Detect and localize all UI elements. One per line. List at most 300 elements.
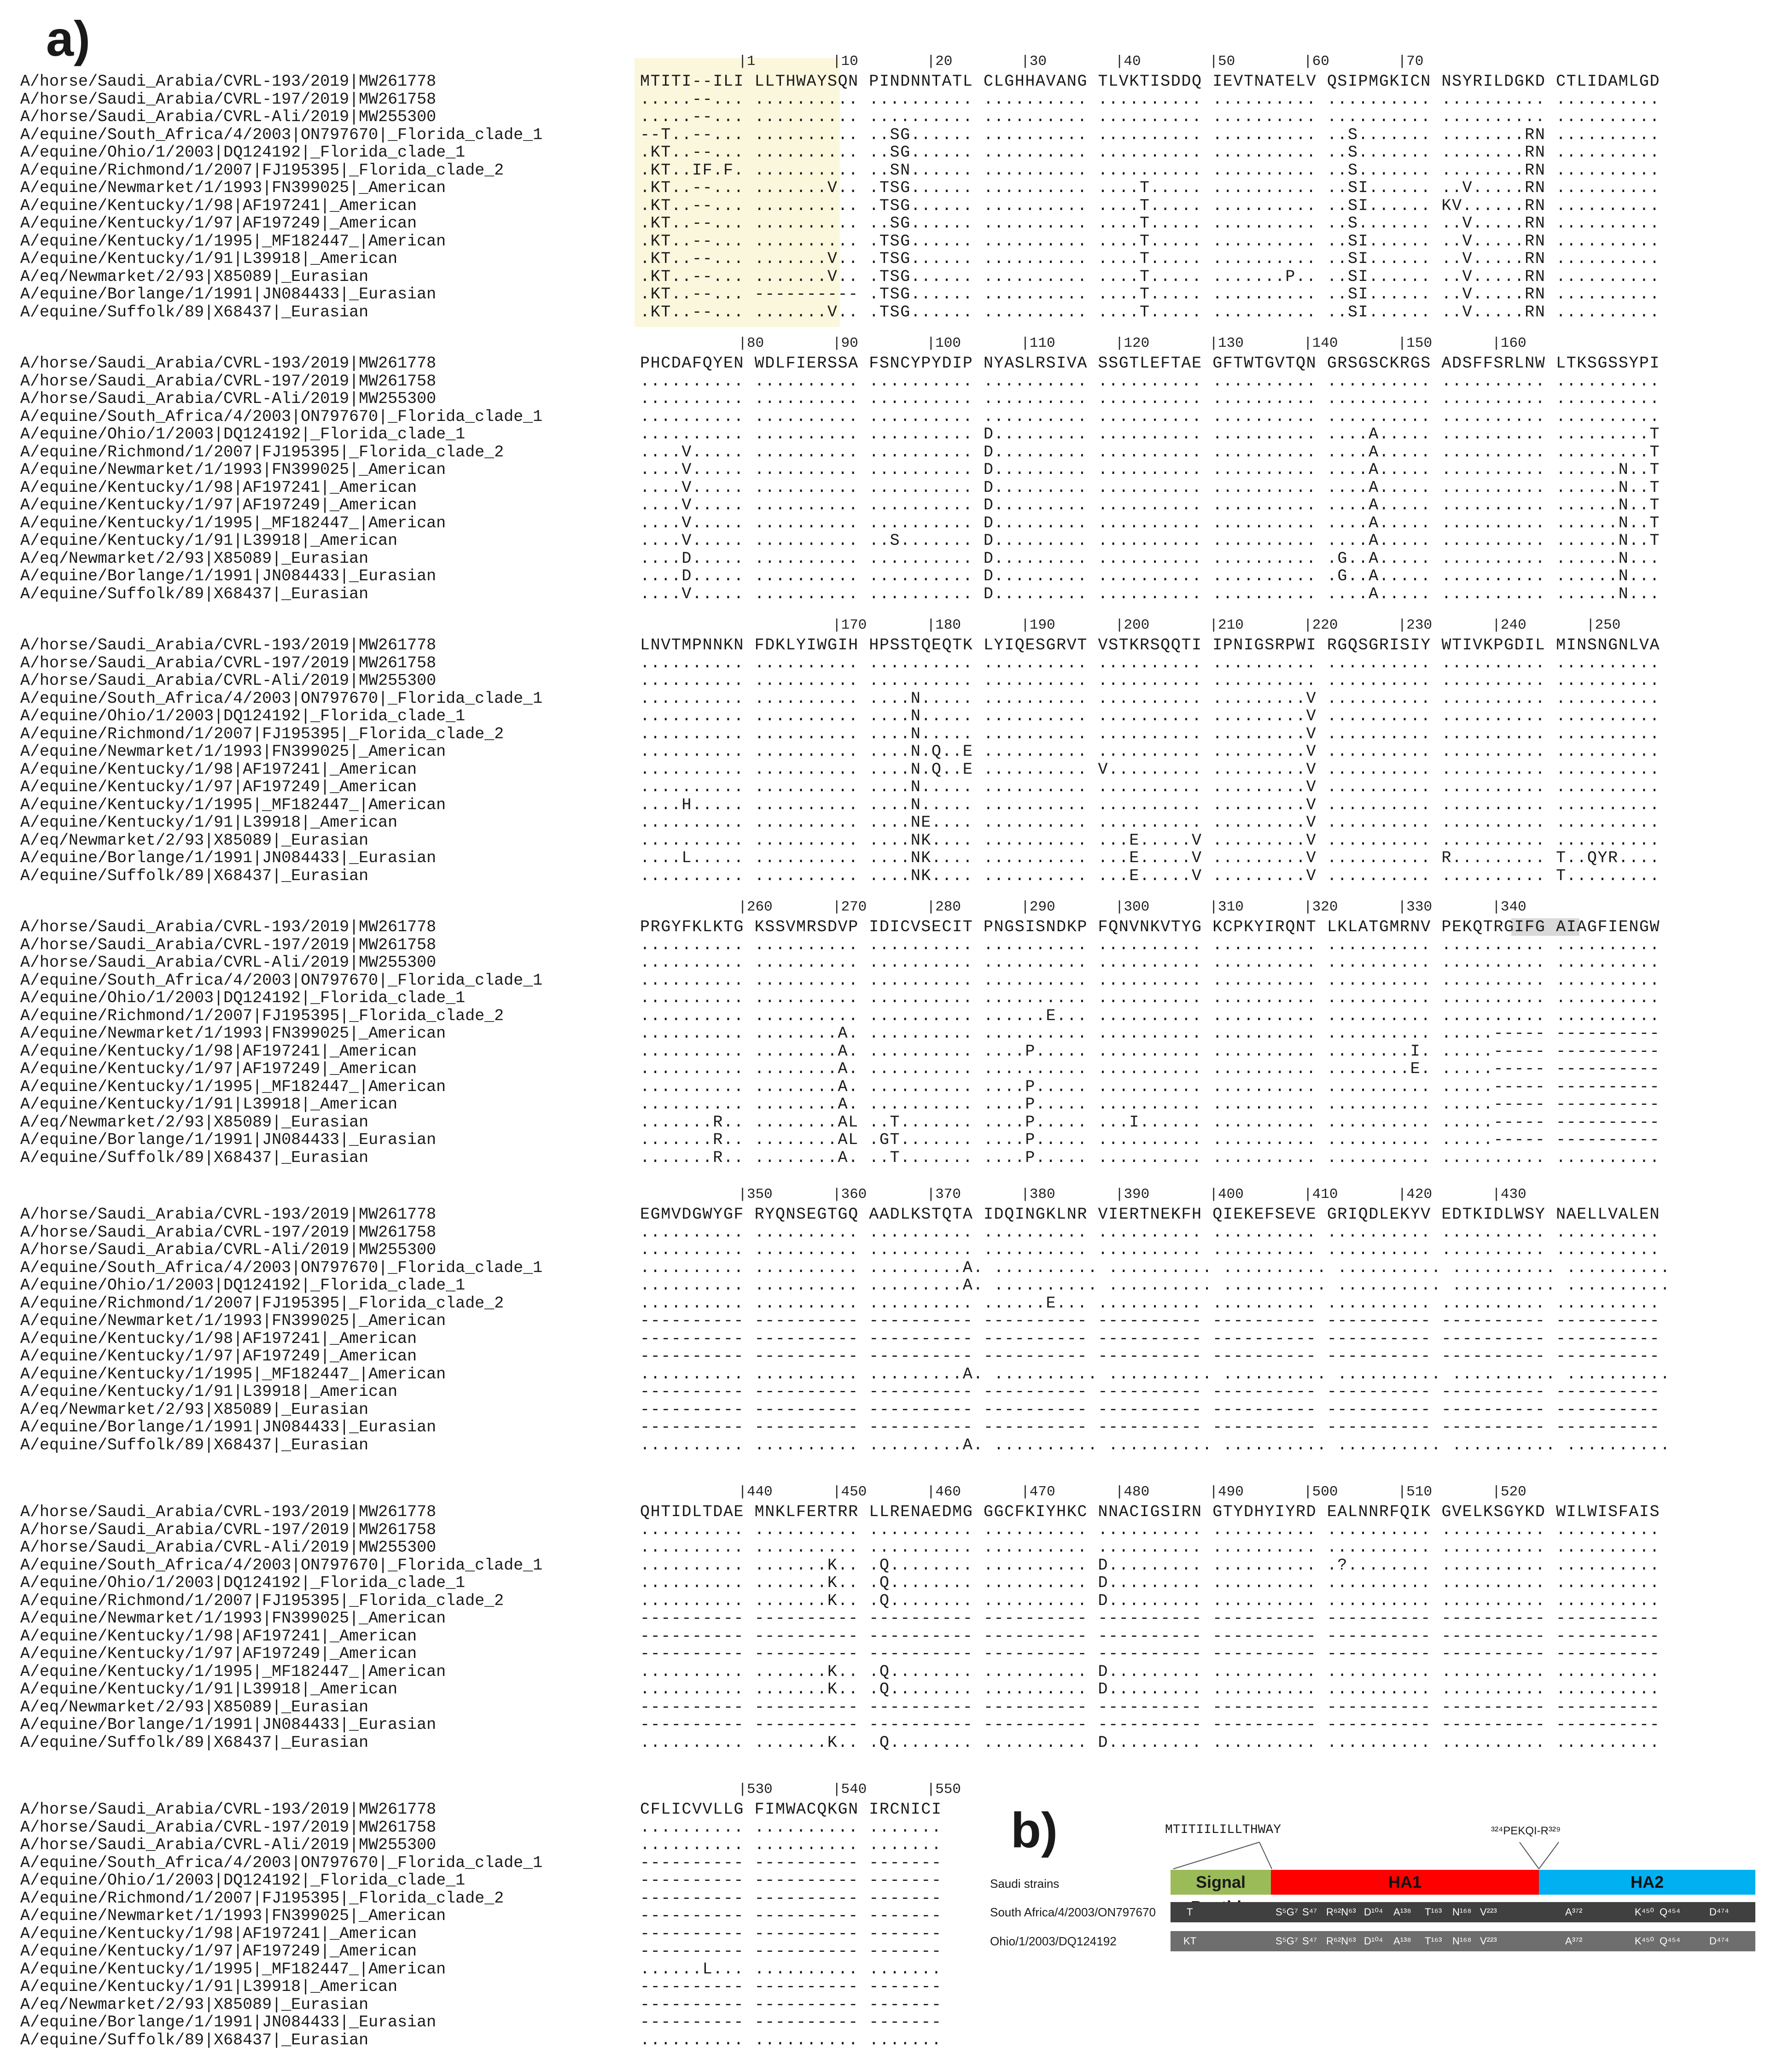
strain-name: A/equine/Borlange/1/1991|JN084433|_Eurasian bbox=[20, 1418, 437, 1436]
sequence-text: .......... .......... ....N.Q..E .......... V......... .........V .......... .......... .......... bbox=[640, 760, 1660, 779]
mutation-label: S⁴⁷ bbox=[1302, 1906, 1317, 1918]
strain-name: A/equine/Kentucky/1/91|L39918|_American bbox=[20, 250, 398, 268]
alignment-row bbox=[0, 514, 1765, 532]
sequence-text: ....D..... .......... .......... D......... .......... .......... .G..A..... .......... ......N... bbox=[640, 549, 1660, 568]
b-row-label-south-africa: South Africa/4/2003/ON797670 bbox=[990, 1905, 1156, 1919]
mutation-label: D¹⁰⁴ bbox=[1364, 1906, 1383, 1918]
sequence-text: .......... .......... .......... .......... .......... .......... .......... .......... .......... bbox=[640, 989, 1660, 1007]
strain-name: A/equine/Borlange/1/1991|JN084433|_Eurasian bbox=[20, 567, 437, 585]
strain-name: A/equine/Ohio/1/2003|DQ124192|_Florida_clade_1 bbox=[20, 425, 466, 444]
strain-name: A/equine/Suffolk/89|X68437|_Eurasian bbox=[20, 2031, 369, 2049]
strain-name: A/equine/Borlange/1/1991|JN084433|_Eurasian bbox=[20, 2013, 437, 2031]
sequence-text: LNVTMPNNKN FDKLYIWGIH HPSSTQEQTK LYIQESGRVT VSTKRSQQTI IPNIGSRPWI RGQSGRISIY WTIVKPGDIL MINSNGNLVA bbox=[640, 636, 1660, 654]
strain-name: A/equine/Kentucky/1/97|AF197249|_American bbox=[20, 496, 417, 514]
strain-name: A/equine/Kentucky/1/97|AF197249|_American bbox=[20, 778, 417, 796]
sequence-text: .KT..--... .......... .TSG...... .......... ....T..... .......... ..SI...... ..V.....RN .......... bbox=[640, 232, 1660, 251]
position-ruler: |440 |450 |460 |470 |480 |490 |500 |510 |520 bbox=[635, 1484, 1526, 1500]
sequence-text: .......... .......... .......... .......... .......... .......... .......... .......... .......... bbox=[640, 372, 1660, 391]
alignment-row bbox=[0, 550, 1765, 568]
mutation-label: T bbox=[1187, 1906, 1193, 1918]
sequence-text: .KT..--... .......V.. .TSG...... .......... ....T..... .......... ..SI...... ..V.....RN .......... bbox=[640, 250, 1660, 268]
alignment-row bbox=[0, 2031, 1765, 2049]
sequence-text: .......... .......... ....N..... .......... .......... .........V .......... .......... .......... bbox=[640, 689, 1660, 708]
strain-name: A/equine/Kentucky/1/1995|_MF182447_|American bbox=[20, 1077, 446, 1096]
strain-name: A/horse/Saudi_Arabia/CVRL-Ali/2019|MW255300 bbox=[20, 953, 437, 972]
sequence-text: .......... .......K.. .Q........ .......... D......... .......... .......... .......... .......... bbox=[640, 1680, 1660, 1698]
sequence-text: ---------- ---------- ---------- ---------- ---------- ---------- ---------- ---------- ---------- bbox=[640, 1716, 1660, 1734]
sequence-text: .......... .......... .......... .......... .......... .......... .......... .......... .......... bbox=[640, 953, 1660, 972]
strain-name: A/equine/Kentucky/1/97|AF197249|_American bbox=[20, 1942, 417, 1961]
alignment-row bbox=[0, 672, 1765, 690]
mutation-label: A³⁷² bbox=[1565, 1935, 1583, 1947]
sequence-text: ....L..... .......... ....NK.... .......... ...E.....V .........V .......... R......... T..QYR.... bbox=[640, 849, 1660, 867]
sequence-text: .......... ........A. .......... .......... .......... .......... .......... .....----- ---------- bbox=[640, 1024, 1660, 1043]
sequence-text: ....H..... .......... ....N..... .......... .......... .........V .......... .......... .......... bbox=[640, 795, 1660, 814]
strain-name: A/horse/Saudi_Arabia/CVRL-193/2019|MW261778 bbox=[20, 918, 437, 936]
alignment-row bbox=[0, 1149, 1765, 1167]
mutation-label: T¹⁶³ bbox=[1425, 1935, 1442, 1947]
strain-name: A/equine/Newmarket/1/1993|FN399025|_American bbox=[20, 742, 446, 761]
alignment-row bbox=[0, 1401, 1765, 1419]
strain-name: A/equine/Newmarket/1/1993|FN399025|_American bbox=[20, 179, 446, 197]
mutation-label: Q⁴⁵⁴ bbox=[1660, 1906, 1681, 1918]
strain-name: A/equine/Kentucky/1/98|AF197241|_American bbox=[20, 1627, 417, 1646]
alignment-row bbox=[0, 91, 1765, 109]
sequence-text: .......... .......... .........A. .......... .......... .......... .......... .......... .......... bbox=[640, 1365, 1671, 1383]
strain-name: A/equine/Suffolk/89|X68437|_Eurasian bbox=[20, 303, 369, 321]
alignment-row bbox=[0, 1698, 1765, 1716]
strain-name: A/equine/Kentucky/1/1995|_MF182447_|American bbox=[20, 1365, 446, 1383]
strain-name: A/equine/Richmond/1/2007|FJ195395|_Florida_clade_2 bbox=[20, 724, 504, 743]
strain-name: A/equine/South_Africa/4/2003|ON797670|_Florida_clade_1 bbox=[20, 689, 543, 708]
strain-name: A/equine/South_Africa/4/2003|ON797670|_Florida_clade_1 bbox=[20, 1853, 543, 1872]
strain-name: A/equine/Kentucky/1/97|AF197249|_American bbox=[20, 1645, 417, 1663]
alignment-row bbox=[0, 1131, 1765, 1149]
sequence-text: ....D..... .......... .......... D......... .......... .......... .G..A..... .......... ......N... bbox=[640, 567, 1660, 585]
strain-name: A/equine/Suffolk/89|X68437|_Eurasian bbox=[20, 1436, 369, 1454]
sequence-text: .......... .......... .......... D......... .......... .......... ....A..... .......... .........T bbox=[640, 425, 1660, 444]
sequence-text: .......... .......... ....N..... .......... .......... .........V .......... .......... .......... bbox=[640, 724, 1660, 743]
alignment-row bbox=[0, 1539, 1765, 1557]
strain-name: A/equine/Borlange/1/1991|JN084433|_Eurasian bbox=[20, 849, 437, 867]
sequence-text: .......... .......K.. .Q........ .......... D......... .......... .?........ .......... .......... bbox=[640, 1556, 1660, 1575]
alignment-row bbox=[0, 725, 1765, 743]
sequence-text: ....V..... .......... .......... D......... .......... .......... ....A..... .......... ......N... bbox=[640, 584, 1660, 603]
alignment-row bbox=[0, 1078, 1765, 1096]
strain-name: A/equine/Kentucky/1/98|AF197241|_American bbox=[20, 1329, 417, 1348]
sequence-text: .......... .......... .......... .......... .......... .......... .......... .......... .......... bbox=[640, 1520, 1660, 1539]
mutation-label: K⁴⁵⁰ bbox=[1635, 1935, 1654, 1947]
strain-name: A/eq/Newmarket/2/93|X85089|_Eurasian bbox=[20, 267, 369, 286]
alignment-row bbox=[0, 778, 1765, 796]
strain-name: A/equine/Richmond/1/2007|FJ195395|_Florida_clade_2 bbox=[20, 1889, 504, 1908]
alignment-row bbox=[0, 496, 1765, 514]
alignment-row bbox=[0, 197, 1765, 215]
alignment-row bbox=[0, 1592, 1765, 1610]
alignment-row bbox=[0, 1224, 1765, 1242]
alignment-row bbox=[0, 1330, 1765, 1348]
strain-name: A/equine/Kentucky/1/1995|_MF182447_|American bbox=[20, 1662, 446, 1681]
sequence-text: ---------- ---------- ---------- ---------- ---------- ---------- ---------- ---------- ---------- bbox=[640, 1312, 1660, 1330]
position-ruler: |530 |540 |550 bbox=[635, 1781, 961, 1798]
strain-name: A/equine/Suffolk/89|X68437|_Eurasian bbox=[20, 866, 369, 885]
sequence-text: .......... .......K.. .Q........ .......... D......... .......... .......... .......... .......... bbox=[640, 1733, 1660, 1752]
alignment-row bbox=[0, 390, 1765, 408]
strain-name: A/eq/Newmarket/2/93|X85089|_Eurasian bbox=[20, 1995, 369, 2014]
sequence-text: ---------- ---------- ------- bbox=[640, 2013, 942, 2031]
strain-name: A/eq/Newmarket/2/93|X85089|_Eurasian bbox=[20, 1113, 369, 1132]
sequence-text: .......... .......... .........A. .......... .......... .......... .......... .......... .......... bbox=[640, 1258, 1671, 1277]
sequence-text: .KT..--... .......V.. .TSG...... .......... ....T..... .......... ..SI...... ..V.....RN .......... bbox=[640, 179, 1660, 197]
strain-name: A/equine/Richmond/1/2007|FJ195395|_Florida_clade_2 bbox=[20, 161, 504, 180]
alignment-row bbox=[0, 461, 1765, 479]
sequence-text: .......... .......... ....N.Q..E .......... .......... .........V .......... .......... .......... bbox=[640, 742, 1660, 761]
sequence-text: ....V..... .......... .......... D......... .......... .......... ....A..... .......... .........T bbox=[640, 443, 1660, 461]
sequence-text: .......... .......K.. .Q........ .......... D......... .......... .......... .......... .......... bbox=[640, 1574, 1660, 1592]
alignment-row bbox=[0, 1978, 1765, 1996]
sequence-text: .KT..--... .......... ..SG...... .......... ....T..... .......... ..S....... ..V.....RN .......... bbox=[640, 214, 1660, 233]
alignment-row bbox=[0, 286, 1765, 304]
alignment-row bbox=[0, 373, 1765, 391]
strain-name: A/equine/Kentucky/1/91|L39918|_American bbox=[20, 1978, 398, 1996]
sequence-text: .......... .......... .......... .......... .......... .......... .......... .......... .......... bbox=[640, 971, 1660, 990]
sequence-text: ....V..... .......... .......... D......... .......... .......... ....A..... .......... ......N..T bbox=[640, 514, 1660, 532]
sequence-text: .....--... .......... .......... .......... .......... .......... .......... .......... .......... bbox=[640, 108, 1660, 126]
alignment-row bbox=[0, 654, 1765, 672]
mutation-label: N¹⁶⁸ bbox=[1452, 1906, 1472, 1918]
strain-name: A/equine/Kentucky/1/97|AF197249|_American bbox=[20, 1060, 417, 1078]
alignment-row bbox=[0, 690, 1765, 708]
strain-name: A/horse/Saudi_Arabia/CVRL-Ali/2019|MW255300 bbox=[20, 108, 437, 126]
sequence-text: .......R.. ........A. ..T....... ....P..... .......... .......... .......... .......... .......... bbox=[640, 1148, 1660, 1167]
strain-name: A/eq/Newmarket/2/93|X85089|_Eurasian bbox=[20, 1698, 369, 1716]
alignment-row bbox=[0, 1025, 1765, 1043]
strain-name: A/equine/Ohio/1/2003|DQ124192|_Florida_clade_1 bbox=[20, 707, 466, 725]
strain-name: A/equine/South_Africa/4/2003|ON797670|_Florida_clade_1 bbox=[20, 971, 543, 990]
strain-name: A/equine/Richmond/1/2007|FJ195395|_Florida_clade_2 bbox=[20, 443, 504, 461]
mutation-label: K⁴⁵⁰ bbox=[1635, 1906, 1654, 1918]
strain-name: A/equine/Kentucky/1/97|AF197249|_American bbox=[20, 1347, 417, 1366]
alignment-row bbox=[0, 1007, 1765, 1025]
sequence-text: .......... .......... ....... bbox=[640, 2031, 942, 2049]
sequence-text: --T..--... .......... ..SG...... .......... .......... .......... ..S....... ........RN .......... bbox=[640, 125, 1660, 144]
alignment-row bbox=[0, 1628, 1765, 1646]
alignment-row bbox=[0, 796, 1765, 814]
sequence-text: .......... .......... .......... .......... .......... .......... .......... .......... .......... bbox=[640, 390, 1660, 408]
alignment-row bbox=[0, 144, 1765, 162]
alignment-row bbox=[0, 814, 1765, 832]
sequence-text: .......... .......... .........A. .......... .......... .......... .......... .......... .......... bbox=[640, 1276, 1671, 1295]
alignment-row bbox=[0, 1836, 1765, 1854]
strain-name: A/equine/Borlange/1/1991|JN084433|_Eurasian bbox=[20, 1716, 437, 1734]
sequence-text: ---------- ---------- ---------- ---------- ---------- ---------- ---------- ---------- ---------- bbox=[640, 1347, 1660, 1366]
strain-name: A/equine/Richmond/1/2007|FJ195395|_Florida_clade_2 bbox=[20, 1006, 504, 1025]
alignment-row bbox=[0, 743, 1765, 761]
alignment-row bbox=[0, 636, 1765, 654]
strain-name: A/equine/Kentucky/1/1995|_MF182447_|American bbox=[20, 514, 446, 532]
mutation-label: D⁴⁷⁴ bbox=[1709, 1935, 1729, 1947]
alignment-row bbox=[0, 849, 1765, 867]
alignment-row bbox=[0, 304, 1765, 321]
strain-name: A/equine/Kentucky/1/1995|_MF182447_|American bbox=[20, 232, 446, 251]
strain-name: A/equine/Borlange/1/1991|JN084433|_Eurasian bbox=[20, 1131, 437, 1149]
strain-name: A/equine/Kentucky/1/97|AF197249|_American bbox=[20, 214, 417, 233]
sequence-text: .......R.. ........AL .GT....... ....P..... .......... .......... .......... .....----- ---------- bbox=[640, 1131, 1660, 1149]
sequence-text: .......... .......... .......... .......... .......... .......... .......... .......... .......... bbox=[640, 935, 1660, 954]
sequence-text: ---------- ---------- ------- bbox=[640, 1942, 942, 1961]
sequence-text: ---------- ---------- ------- bbox=[640, 1924, 942, 1943]
sequence-text: .......... .......... ....... bbox=[640, 1836, 942, 1854]
strain-name: A/equine/Richmond/1/2007|FJ195395|_Florida_clade_2 bbox=[20, 1294, 504, 1313]
strain-name: A/horse/Saudi_Arabia/CVRL-193/2019|MW261778 bbox=[20, 1800, 437, 1819]
alignment-row bbox=[0, 1521, 1765, 1539]
alignment-row bbox=[0, 585, 1765, 603]
sequence-text: .......... ........A. .......... ....P..... .......... .......... .......... .....----- ---------- bbox=[640, 1077, 1660, 1096]
sequence-text: .......... .......... .......... ......E... .......... .......... .......... .......... .......... bbox=[640, 1006, 1660, 1025]
strain-name: A/horse/Saudi_Arabia/CVRL-Ali/2019|MW255300 bbox=[20, 390, 437, 408]
alignment-row bbox=[0, 761, 1765, 779]
strain-name: A/horse/Saudi_Arabia/CVRL-197/2019|MW261758 bbox=[20, 935, 437, 954]
alignment-row bbox=[0, 1114, 1765, 1132]
sequence-text: .......... ........A. .......... .......... .......... .......... ........E. .....----- ---------- bbox=[640, 1060, 1660, 1078]
sequence-text: ---------- ---------- ---------- ---------- ---------- ---------- ---------- ---------- ---------- bbox=[640, 1609, 1660, 1628]
sequence-text: ....V..... .......... .......... D......... .......... .......... ....A..... .......... ......N..T bbox=[640, 478, 1660, 497]
strain-name: A/equine/Kentucky/1/91|L39918|_American bbox=[20, 531, 398, 550]
strain-name: A/equine/Newmarket/1/1993|FN399025|_American bbox=[20, 1609, 446, 1628]
alignment-row bbox=[0, 108, 1765, 126]
sequence-text: ....V..... .......... .......... D......... .......... .......... ....A..... .......... ......N..T bbox=[640, 461, 1660, 479]
strain-name: A/horse/Saudi_Arabia/CVRL-193/2019|MW261778 bbox=[20, 636, 437, 654]
alignment-row bbox=[0, 426, 1765, 444]
sequence-text: .KT..--... .......V.. .TSG...... .......... ....T..... .......P.. ..SI...... ..V.....RN .......... bbox=[640, 267, 1660, 286]
sequence-text: .KT..--... ---------- .TSG...... .......... ....T..... .......... ..SI...... ..V.....RN .......... bbox=[640, 285, 1660, 304]
strain-name: A/equine/South_Africa/4/2003|ON797670|_Florida_clade_1 bbox=[20, 407, 543, 426]
strain-name: A/equine/Kentucky/1/1995|_MF182447_|American bbox=[20, 795, 446, 814]
alignment-row bbox=[0, 918, 1765, 936]
sequence-text: ---------- ---------- ---------- ---------- ---------- ---------- ---------- ---------- ---------- bbox=[640, 1698, 1660, 1716]
alignment-row bbox=[0, 1206, 1765, 1224]
sequence-text: .......... .......K.. .Q........ .......... D......... .......... .......... .......... .......... bbox=[640, 1662, 1660, 1681]
strain-name: A/eq/Newmarket/2/93|X85089|_Eurasian bbox=[20, 831, 369, 850]
alignment-row bbox=[0, 179, 1765, 197]
strain-name: A/equine/Newmarket/1/1993|FN399025|_American bbox=[20, 1312, 446, 1330]
sequence-text: EGMVDGWYGF RYQNSEGTGQ AADLKSTQTA IDQINGKLNR VIERTNEKFH QIEKEFSEVE GRIQDLEKYV EDTKIDLWSY NAELLVALEN bbox=[640, 1205, 1660, 1224]
strain-name: A/horse/Saudi_Arabia/CVRL-193/2019|MW261778 bbox=[20, 354, 437, 373]
alignment-row bbox=[0, 954, 1765, 972]
strain-name: A/horse/Saudi_Arabia/CVRL-Ali/2019|MW255300 bbox=[20, 671, 437, 690]
strain-name: A/horse/Saudi_Arabia/CVRL-193/2019|MW261778 bbox=[20, 72, 437, 91]
sequence-text: .......... .......... .......... .......... .......... .......... .......... .......... .......... bbox=[640, 407, 1660, 426]
sequence-text: ....V..... .......... ..S....... D......... .......... .......... ....A..... .......... ......N..T bbox=[640, 531, 1660, 550]
alignment-row bbox=[0, 567, 1765, 585]
alignment-row bbox=[0, 1645, 1765, 1663]
strain-name: A/equine/Kentucky/1/91|L39918|_American bbox=[20, 1095, 398, 1114]
alignment-row bbox=[0, 162, 1765, 180]
sequence-text: .......... .......... .......... .......... .......... .......... .......... .......... .......... bbox=[640, 654, 1660, 672]
alignment-row bbox=[0, 1366, 1765, 1383]
mutation-label: A¹³⁸ bbox=[1393, 1935, 1411, 1947]
alignment-row bbox=[0, 215, 1765, 233]
panel-a-label: a) bbox=[46, 11, 91, 66]
alignment-row bbox=[0, 936, 1765, 954]
strain-name: A/equine/Ohio/1/2003|DQ124192|_Florida_clade_1 bbox=[20, 143, 466, 162]
position-ruler: |170 |180 |190 |200 |210 |220 |230 |240 |250 bbox=[635, 617, 1621, 633]
alignment-row bbox=[0, 355, 1765, 373]
alignment-row bbox=[0, 832, 1765, 850]
alignment-row bbox=[0, 1060, 1765, 1078]
sequence-text: ---------- ---------- ---------- ---------- ---------- ---------- ---------- ---------- ---------- bbox=[640, 1418, 1660, 1436]
sequence-text: .KT..--... .......... .TSG...... .......... ....T..... .......... ..SI...... KV......RN .......... bbox=[640, 196, 1660, 215]
alignment-row bbox=[0, 707, 1765, 725]
mutation-label: T¹⁶³ bbox=[1425, 1906, 1442, 1918]
sequence-text: .......... .......K.. .Q........ .......... D......... .......... .......... .......... .......... bbox=[640, 1591, 1660, 1610]
strain-name: A/equine/Ohio/1/2003|DQ124192|_Florida_clade_1 bbox=[20, 1871, 466, 1890]
mutation-label: R⁶²N⁶³ bbox=[1326, 1935, 1356, 1947]
alignment-row bbox=[0, 1312, 1765, 1330]
strain-name: A/equine/Kentucky/1/98|AF197241|_American bbox=[20, 760, 417, 779]
sequence-text: .KT..--... .......V.. .TSG...... .......... ....T..... .......... ..SI...... ..V.....RN .......... bbox=[640, 303, 1660, 321]
alignment-row bbox=[0, 972, 1765, 990]
mutation-label: D⁴⁷⁴ bbox=[1709, 1906, 1729, 1918]
alignment-row bbox=[0, 1043, 1765, 1061]
b-row-label-saudi: Saudi strains bbox=[990, 1877, 1060, 1891]
strain-name: A/eq/Newmarket/2/93|X85089|_Eurasian bbox=[20, 1400, 369, 1419]
sequence-text: ---------- ---------- ---------- ---------- ---------- ---------- ---------- ---------- ---------- bbox=[640, 1400, 1660, 1419]
sequence-text: .....--... .......... .......... .......... .......... .......... .......... .......... .......... bbox=[640, 90, 1660, 109]
sequence-text: .......... .......... ....NE.... .......... .......... .........V .......... .......... .......... bbox=[640, 813, 1660, 832]
strain-name: A/equine/Kentucky/1/98|AF197241|_American bbox=[20, 1924, 417, 1943]
sequence-text: ......L... .......... ....... bbox=[640, 1960, 942, 1979]
sequence-text: ---------- ---------- ---------- ---------- ---------- ---------- ---------- ---------- ---------- bbox=[640, 1383, 1660, 1401]
sequence-text: .......R.. ........AL ..T....... ....P..... ...I...... .......... .......... .....----- ---------- bbox=[640, 1113, 1660, 1132]
sequence-text: ---------- ---------- ---------- ---------- ---------- ---------- ---------- ---------- ---------- bbox=[640, 1645, 1660, 1663]
strain-name: A/horse/Saudi_Arabia/CVRL-197/2019|MW261758 bbox=[20, 1223, 437, 1242]
strain-name: A/horse/Saudi_Arabia/CVRL-197/2019|MW261758 bbox=[20, 1520, 437, 1539]
strain-name: A/equine/South_Africa/4/2003|ON797670|_Florida_clade_1 bbox=[20, 125, 543, 144]
strain-name: A/equine/Kentucky/1/98|AF197241|_American bbox=[20, 196, 417, 215]
sequence-text: .......... .......... ....NK.... .......... ...E.....V .........V .......... .......... T......... bbox=[640, 866, 1660, 885]
sequence-text: .......... .......... ....N..... .......... .......... .........V .......... .......... .......... bbox=[640, 707, 1660, 725]
signal-peptide-sequence: MTITIILILLTHWAY bbox=[1165, 1823, 1282, 1837]
alignment-row bbox=[0, 479, 1765, 497]
sequence-text: .......... .......... .......... .......... .......... .......... .......... .......... .......... bbox=[640, 671, 1660, 690]
sequence-text: ---------- ---------- ------- bbox=[640, 1871, 942, 1890]
mutation-label: A¹³⁸ bbox=[1393, 1906, 1411, 1918]
sequence-text: .KT..--... .......... ..SG...... .......... .......... .......... ..S....... ........RN .......... bbox=[640, 143, 1660, 162]
alignment-row bbox=[0, 1259, 1765, 1277]
sequence-text: ---------- ---------- ---------- ---------- ---------- ---------- ---------- ---------- ---------- bbox=[640, 1627, 1660, 1646]
sequence-text: ---------- ---------- ------- bbox=[640, 1853, 942, 1872]
sequence-text: PHCDAFQYEN WDLFIERSSA FSNCYPYDIP NYASLRSIVA SSGTLEFTAE GFTWTGVTQN GRSGSCKRGS ADSFFSRLNW LTKSGSSYPI bbox=[640, 354, 1660, 373]
strain-name: A/equine/Suffolk/89|X68437|_Eurasian bbox=[20, 1733, 369, 1752]
mutation-label: R⁶²N⁶³ bbox=[1326, 1906, 1356, 1918]
sequence-text: .......... ........A. .......... ....P..... .......... .......... .......... .....----- ---------- bbox=[640, 1095, 1660, 1114]
mutation-label: V²²³ bbox=[1480, 1935, 1497, 1947]
mutation-row-south-africa bbox=[1171, 1902, 1755, 1922]
strain-name: A/horse/Saudi_Arabia/CVRL-193/2019|MW261778 bbox=[20, 1503, 437, 1521]
position-ruler: |260 |270 |280 |290 |300 |310 |320 |330 |340 bbox=[635, 899, 1526, 915]
alignment-row bbox=[0, 1383, 1765, 1401]
sequence-text: .......... .......... ....... bbox=[640, 1818, 942, 1837]
strain-name: A/horse/Saudi_Arabia/CVRL-193/2019|MW261778 bbox=[20, 1205, 437, 1224]
mutation-label: D¹⁰⁴ bbox=[1364, 1935, 1383, 1947]
strain-name: A/equine/Suffolk/89|X68437|_Eurasian bbox=[20, 584, 369, 603]
alignment-row bbox=[0, 1663, 1765, 1681]
alignment-row bbox=[0, 1277, 1765, 1295]
sequence-text: CFLICVVLLG FIMWACQKGN IRCNICI bbox=[640, 1800, 942, 1819]
alignment-row bbox=[0, 1436, 1765, 1454]
alignment-row bbox=[0, 2014, 1765, 2031]
strain-name: A/equine/Kentucky/1/91|L39918|_American bbox=[20, 1680, 398, 1698]
alignment-row bbox=[0, 1557, 1765, 1575]
sequence-text: QHTIDLTDAE MNKLFERTRR LLRENAEDMG GGCFKIYHKC NNACIGSIRN GTYDHYIYRD EALNNRFQIK GVELKSGYKD WILWISFAIS bbox=[640, 1503, 1660, 1521]
sequence-text: ---------- ---------- ------- bbox=[640, 1889, 942, 1908]
alignment-row bbox=[0, 1734, 1765, 1752]
strain-name: A/equine/Kentucky/1/91|L39918|_American bbox=[20, 1383, 398, 1401]
strain-name: A/horse/Saudi_Arabia/CVRL-197/2019|MW261758 bbox=[20, 1818, 437, 1837]
alignment-row bbox=[0, 233, 1765, 251]
strain-name: A/equine/Borlange/1/1991|JN084433|_Eurasian bbox=[20, 285, 437, 304]
mutation-label: S⁴⁷ bbox=[1302, 1935, 1317, 1947]
sequence-text: .......... .......... .......... ......E... .......... .......... .......... .......... .......... bbox=[640, 1294, 1660, 1313]
alignment-row bbox=[0, 126, 1765, 144]
alignment-row bbox=[0, 444, 1765, 461]
strain-name: A/eq/Newmarket/2/93|X85089|_Eurasian bbox=[20, 549, 369, 568]
alignment-row bbox=[0, 1348, 1765, 1366]
strain-name: A/equine/Ohio/1/2003|DQ124192|_Florida_clade_1 bbox=[20, 989, 466, 1007]
strain-name: A/equine/Kentucky/1/91|L39918|_American bbox=[20, 813, 398, 832]
strain-name: A/equine/Newmarket/1/1993|FN399025|_American bbox=[20, 461, 446, 479]
mutation-label: V²²³ bbox=[1480, 1906, 1497, 1918]
alignment-row bbox=[0, 250, 1765, 268]
strain-name: A/horse/Saudi_Arabia/CVRL-197/2019|MW261758 bbox=[20, 90, 437, 109]
alignment-row bbox=[0, 1681, 1765, 1698]
alignment-row bbox=[0, 408, 1765, 426]
alignment-row bbox=[0, 1574, 1765, 1592]
alignment-row bbox=[0, 1961, 1765, 1979]
mutation-label: A³⁷² bbox=[1565, 1906, 1583, 1918]
strain-name: A/equine/Newmarket/1/1993|FN399025|_American bbox=[20, 1907, 446, 1925]
alignment-row bbox=[0, 1096, 1765, 1114]
alignment-row bbox=[0, 1503, 1765, 1521]
ha2-domain: HA2 bbox=[1539, 1870, 1755, 1895]
strain-name: A/equine/South_Africa/4/2003|ON797670|_Florida_clade_1 bbox=[20, 1556, 543, 1575]
ha1-domain: HA1 bbox=[1271, 1870, 1539, 1895]
alignment-row bbox=[0, 1610, 1765, 1628]
cleavage-site-label: ³²⁴PEKQI-R³²⁹ bbox=[1491, 1825, 1561, 1837]
sequence-text: ....V..... .......... .......... D......... .......... .......... ....A..... .......... ......N..T bbox=[640, 496, 1660, 514]
sequence-text: .......... ........A. .......... ....P..... .......... .......... ........I. .....----- ---------- bbox=[640, 1042, 1660, 1061]
position-ruler: |1 |10 |20 |30 |40 |50 |60 |70 bbox=[635, 53, 1424, 70]
mutation-row-ohio bbox=[1171, 1931, 1755, 1951]
alignment-row bbox=[0, 1716, 1765, 1734]
strain-name: A/horse/Saudi_Arabia/CVRL-Ali/2019|MW255300 bbox=[20, 1538, 437, 1557]
alignment-row bbox=[0, 73, 1765, 91]
sequence-text: .......... .......... ....N..... .......... .......... .........V .......... .......... .......... bbox=[640, 778, 1660, 796]
position-ruler: |350 |360 |370 |380 |390 |400 |410 |420 |430 bbox=[635, 1186, 1526, 1202]
position-ruler: |80 |90 |100 |110 |120 |130 |140 |150 |160 bbox=[635, 335, 1526, 351]
mutation-label: S⁵G⁷ bbox=[1276, 1906, 1298, 1918]
alignment-row bbox=[0, 532, 1765, 550]
alignment-row bbox=[0, 1295, 1765, 1313]
sequence-text: .KT..IF.F. .......... ..SN...... .......... .......... .......... ..S....... ........RN .......... bbox=[640, 161, 1660, 180]
mutation-label: N¹⁶⁸ bbox=[1452, 1935, 1472, 1947]
alignment-row bbox=[0, 1241, 1765, 1259]
alignment-row bbox=[0, 268, 1765, 286]
sequence-text: PRGYFKLKTG KSSVMRSDVP IDICVSECIT PNGSISNDKP FQNVNKVTYG KCPKYIRQNT LKLATGMRNV PEKQTRGIFG AIAGFIENGW bbox=[640, 918, 1660, 936]
mutation-label: S⁵G⁷ bbox=[1276, 1935, 1298, 1947]
signal-peptide-domain: Signal bbox=[1171, 1870, 1271, 1895]
